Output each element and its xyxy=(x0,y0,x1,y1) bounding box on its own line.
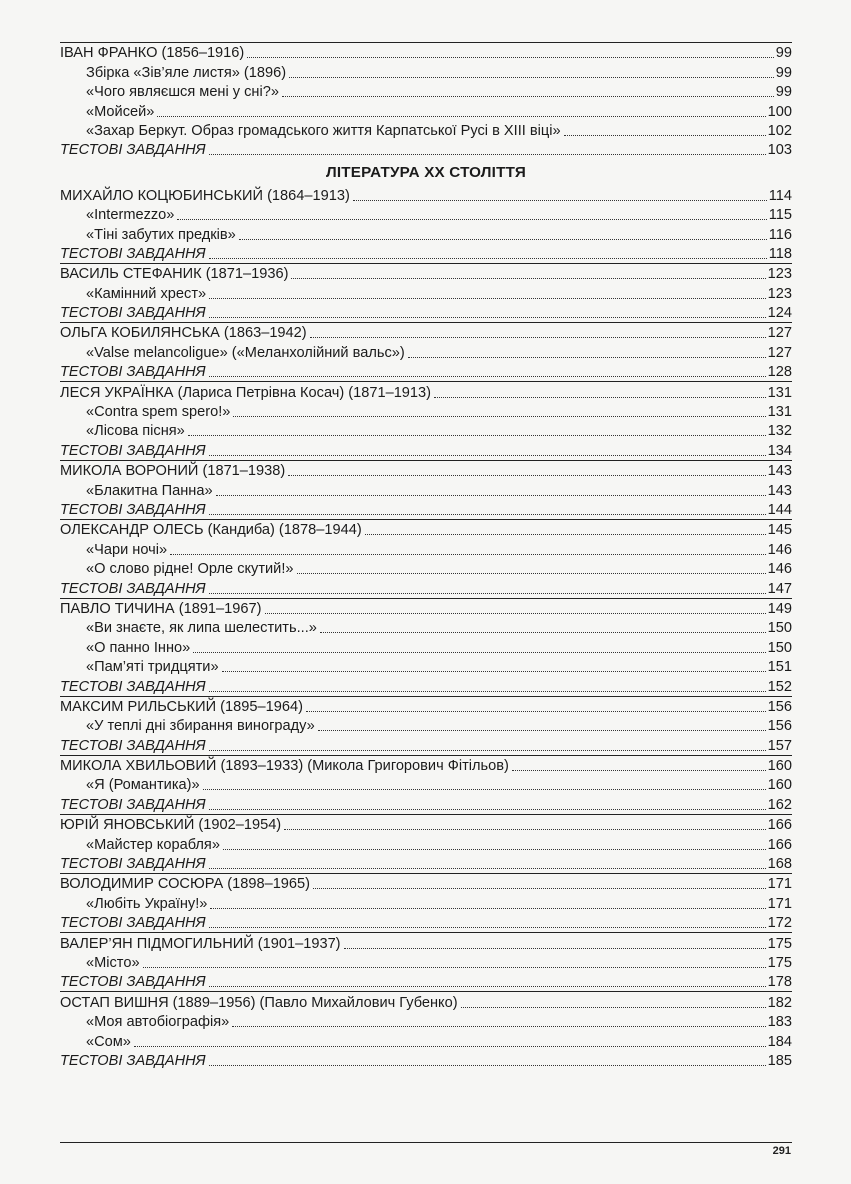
entry-title: ТЕСТОВІ ЗАВДАННЯ xyxy=(60,364,206,381)
toc-test-entry[interactable] xyxy=(60,500,792,519)
entry-title: «Чого являєшся мені у сні?» xyxy=(86,84,279,101)
toc-test-entry[interactable] xyxy=(60,913,792,932)
toc-work-entry[interactable] xyxy=(60,893,792,912)
entry-page-number: 157 xyxy=(767,737,792,754)
entry-page-number: 127 xyxy=(767,325,792,342)
toc-work-entry[interactable] xyxy=(60,834,792,853)
toc-author-entry[interactable] xyxy=(60,185,792,204)
dot-leader xyxy=(434,396,766,398)
toc-work-entry[interactable] xyxy=(60,1012,792,1031)
toc-work-entry[interactable] xyxy=(60,618,792,637)
toc-group-ivan-franko xyxy=(60,43,792,159)
dot-leader xyxy=(209,592,766,594)
dot-leader xyxy=(288,474,765,476)
toc-author-entry[interactable] xyxy=(60,323,792,342)
toc-author-entry[interactable] xyxy=(60,43,792,62)
entry-title: ТЕСТОВІ ЗАВДАННЯ xyxy=(60,737,206,754)
dot-leader xyxy=(143,966,766,968)
entry-page-number: 144 xyxy=(767,501,792,518)
toc-work-entry[interactable] xyxy=(60,480,792,499)
entry-title: ВАЛЕР’ЯН ПІДМОГИЛЬНИЙ (1901–1937) xyxy=(60,935,341,952)
dot-leader xyxy=(353,199,767,201)
dot-leader xyxy=(461,1006,766,1008)
entry-page-number: 115 xyxy=(768,207,792,224)
dot-leader xyxy=(157,115,765,117)
entry-title: «Мойсей» xyxy=(86,103,155,120)
dot-leader xyxy=(282,95,774,97)
dot-leader xyxy=(223,848,766,850)
toc-test-entry[interactable] xyxy=(60,303,792,322)
toc-author-group xyxy=(60,991,792,1070)
toc-test-entry[interactable] xyxy=(60,244,792,263)
dot-leader xyxy=(134,1045,766,1047)
toc-author-group xyxy=(60,932,792,991)
toc-work-entry[interactable] xyxy=(60,716,792,735)
entry-page-number: 124 xyxy=(767,305,792,322)
toc-test-entry[interactable] xyxy=(60,676,792,695)
toc-work-entry[interactable] xyxy=(60,1031,792,1050)
entry-title: «Intermezzo» xyxy=(86,207,175,224)
dot-leader xyxy=(222,670,766,672)
dot-leader xyxy=(291,277,765,279)
toc-author-group xyxy=(60,185,792,263)
entry-page-number: 99 xyxy=(775,84,792,101)
entry-title: «Моя автобіографія» xyxy=(86,1014,230,1031)
entry-page-number: 134 xyxy=(767,442,792,459)
toc-author-entry[interactable] xyxy=(60,264,792,283)
entry-title: «Contra spem spero!» xyxy=(86,404,231,421)
entry-title: ОСТАП ВИШНЯ (1889–1956) (Павло Михайлович Губенко) xyxy=(60,994,458,1011)
entry-page-number: 166 xyxy=(767,817,792,834)
toc-author-entry[interactable] xyxy=(60,697,792,716)
dot-leader xyxy=(209,316,766,318)
dot-leader xyxy=(265,612,766,614)
entry-title: ТЕСТОВІ ЗАВДАННЯ xyxy=(60,245,206,262)
entry-page-number: 151 xyxy=(767,659,792,676)
dot-leader xyxy=(216,494,766,496)
entry-title: МАКСИМ РИЛЬСЬКИЙ (1895–1964) xyxy=(60,698,303,715)
entry-title: «Блакитна Панна» xyxy=(86,482,213,499)
dot-leader xyxy=(210,907,765,909)
toc-test-entry[interactable] xyxy=(60,362,792,381)
dot-leader xyxy=(177,218,766,220)
entry-title: «Тіні забутих предків» xyxy=(86,226,236,243)
entry-page-number: 127 xyxy=(767,344,792,361)
entry-title: МИКОЛА ВОРОНИЙ (1871–1938) xyxy=(60,463,286,480)
entry-page-number: 143 xyxy=(767,482,792,499)
toc-work-entry[interactable] xyxy=(60,953,792,972)
entry-title: «Чари ночі» xyxy=(86,541,168,558)
dot-leader xyxy=(318,729,766,731)
dot-leader xyxy=(313,887,766,889)
dot-leader xyxy=(203,788,766,790)
entry-page-number: 160 xyxy=(767,777,792,794)
entry-title: ТЕСТОВІ ЗАВДАННЯ xyxy=(60,974,206,991)
dot-leader xyxy=(344,947,766,949)
dot-leader xyxy=(209,257,767,259)
entry-page-number: 185 xyxy=(767,1052,792,1069)
dot-leader xyxy=(209,375,766,377)
toc-author-groups xyxy=(60,185,792,1070)
dot-leader xyxy=(209,926,766,928)
dot-leader xyxy=(320,631,766,633)
entry-page-number: 131 xyxy=(767,404,792,421)
entry-title: ОЛЬГА КОБИЛЯНСЬКА (1863–1942) xyxy=(60,325,307,342)
entry-page-number: 156 xyxy=(767,718,792,735)
entry-title: «Пам’яті тридцяти» xyxy=(86,659,219,676)
entry-title: ВОЛОДИМИР СОСЮРА (1898–1965) xyxy=(60,876,311,893)
dot-leader xyxy=(209,690,766,692)
entry-page-number: 99 xyxy=(775,45,792,62)
toc-author-group xyxy=(60,460,792,519)
entry-page-number: 99 xyxy=(775,64,792,81)
dot-leader xyxy=(289,76,774,78)
toc-work-entry[interactable] xyxy=(60,205,792,224)
entry-page-number: 172 xyxy=(767,915,792,932)
dot-leader xyxy=(209,1064,766,1066)
toc-author-entry[interactable] xyxy=(60,520,792,539)
toc-author-group xyxy=(60,598,792,696)
entry-title: «Місто» xyxy=(86,954,140,971)
dot-leader xyxy=(247,56,773,58)
dot-leader xyxy=(209,297,766,299)
entry-page-number: 171 xyxy=(767,876,792,893)
toc-work-entry[interactable] xyxy=(60,283,792,302)
toc-author-group xyxy=(60,873,792,932)
entry-title: МИКОЛА ХВИЛЬОВИЙ (1893–1933) (Микола Григорович Фітільов) xyxy=(60,758,509,775)
dot-leader xyxy=(209,513,766,515)
dot-leader xyxy=(209,153,766,155)
toc-work-entry[interactable] xyxy=(60,559,792,578)
toc-work-entry[interactable] xyxy=(60,637,792,656)
entry-title: ТЕСТОВІ ЗАВДАННЯ xyxy=(60,1052,206,1069)
entry-page-number: 131 xyxy=(767,384,792,401)
toc-author-group xyxy=(60,519,792,598)
toc-test-entry[interactable] xyxy=(60,140,792,159)
toc-work-entry[interactable] xyxy=(60,775,792,794)
entry-title: ТЕСТОВІ ЗАВДАННЯ xyxy=(60,856,206,873)
entry-page-number: 123 xyxy=(767,285,792,302)
dot-leader xyxy=(512,769,766,771)
toc-work-entry[interactable] xyxy=(60,101,792,120)
entry-page-number: 123 xyxy=(767,266,792,283)
dot-leader xyxy=(232,1025,765,1027)
dot-leader xyxy=(564,134,766,136)
entry-page-number: 166 xyxy=(767,836,792,853)
toc-test-entry[interactable] xyxy=(60,972,792,991)
toc-author-group xyxy=(60,381,792,460)
dot-leader xyxy=(408,356,766,358)
entry-title: ОЛЕКСАНДР ОЛЕСЬ (Кандиба) (1878–1944) xyxy=(60,522,362,539)
entry-title: ВАСИЛЬ СТЕФАНИК (1871–1936) xyxy=(60,266,289,283)
entry-title: «Захар Беркут. Образ громадського життя Карпатської Русі в XIII віці» xyxy=(86,122,561,139)
entry-page-number: 100 xyxy=(767,103,792,120)
toc-author-group xyxy=(60,755,792,814)
entry-page-number: 103 xyxy=(767,142,792,159)
entry-page-number: 175 xyxy=(767,954,792,971)
toc-test-entry[interactable] xyxy=(60,1051,792,1070)
entry-title: «Майстер корабля» xyxy=(86,836,220,853)
toc-test-entry[interactable] xyxy=(60,735,792,754)
entry-title: «Камінний хрест» xyxy=(86,285,207,302)
entry-page-number: 156 xyxy=(767,698,792,715)
section-heading: ЛІТЕРАТУРА XX СТОЛІТТЯ xyxy=(326,164,526,182)
toc-author-group xyxy=(60,696,792,755)
dot-leader xyxy=(209,985,766,987)
toc-test-entry[interactable] xyxy=(60,854,792,873)
entry-page-number: 160 xyxy=(767,758,792,775)
entry-title: «Ви знаєте, як липа шелестить...» xyxy=(86,620,317,637)
toc-work-entry[interactable] xyxy=(60,342,792,361)
entry-page-number: 146 xyxy=(767,561,792,578)
dot-leader xyxy=(233,415,765,417)
entry-page-number: 162 xyxy=(767,796,792,813)
dot-leader xyxy=(365,533,766,535)
entry-page-number: 145 xyxy=(767,522,792,539)
toc-author-group xyxy=(60,814,792,873)
toc-author-entry[interactable] xyxy=(60,599,792,618)
toc-work-entry[interactable] xyxy=(60,62,792,81)
entry-page-number: 168 xyxy=(767,856,792,873)
toc-author-entry[interactable] xyxy=(60,933,792,952)
table-of-contents xyxy=(60,42,792,1070)
entry-page-number: 150 xyxy=(767,639,792,656)
entry-title: ТЕСТОВІ ЗАВДАННЯ xyxy=(60,796,206,813)
entry-title: «У теплі дні збирання винограду» xyxy=(86,718,315,735)
toc-work-entry[interactable] xyxy=(60,421,792,440)
entry-title: «Я (Романтика)» xyxy=(86,777,200,794)
entry-page-number: 182 xyxy=(767,994,792,1011)
entry-page-number: 149 xyxy=(767,600,792,617)
toc-work-entry[interactable] xyxy=(60,539,792,558)
entry-page-number: 128 xyxy=(767,364,792,381)
entry-page-number: 132 xyxy=(767,423,792,440)
dot-leader xyxy=(209,749,766,751)
entry-page-number: 116 xyxy=(768,226,792,243)
entry-title: «Лісова пісня» xyxy=(86,423,185,440)
bottom-rule xyxy=(60,1142,792,1143)
entry-page-number: 147 xyxy=(767,580,792,597)
entry-title: «О слово рідне! Орле скутий!» xyxy=(86,561,294,578)
entry-page-number: 183 xyxy=(767,1014,792,1031)
toc-author-entry[interactable] xyxy=(60,815,792,834)
toc-author-entry[interactable] xyxy=(60,992,792,1011)
dot-leader xyxy=(310,336,766,338)
entry-title: Збірка «Зів’яле листя» (1896) xyxy=(86,64,287,81)
dot-leader xyxy=(239,238,767,240)
page-number: 291 xyxy=(772,1145,791,1157)
entry-title: «Сом» xyxy=(86,1033,131,1050)
toc-work-entry[interactable] xyxy=(60,657,792,676)
entry-page-number: 102 xyxy=(767,122,792,139)
entry-title: «О панно Інно» xyxy=(86,639,191,656)
entry-title: ТЕСТОВІ ЗАВДАННЯ xyxy=(60,501,206,518)
entry-title: ТЕСТОВІ ЗАВДАННЯ xyxy=(60,442,206,459)
toc-work-entry[interactable] xyxy=(60,121,792,140)
entry-title: «Valse melancoligue» («Меланхолійний вальс») xyxy=(86,344,405,361)
toc-author-group xyxy=(60,263,792,322)
toc-author-entry[interactable] xyxy=(60,461,792,480)
toc-work-entry[interactable] xyxy=(60,402,792,421)
entry-page-number: 118 xyxy=(768,245,792,262)
toc-author-entry[interactable] xyxy=(60,382,792,401)
entry-title: ТЕСТОВІ ЗАВДАННЯ xyxy=(60,678,206,695)
dot-leader xyxy=(170,553,766,555)
entry-title: ТЕСТОВІ ЗАВДАННЯ xyxy=(60,142,206,159)
dot-leader xyxy=(284,828,765,830)
dot-leader xyxy=(188,434,766,436)
dot-leader xyxy=(209,808,766,810)
entry-page-number: 150 xyxy=(767,620,792,637)
toc-work-entry[interactable] xyxy=(60,82,792,101)
entry-title: ПАВЛО ТИЧИНА (1891–1967) xyxy=(60,600,262,617)
toc-author-entry[interactable] xyxy=(60,756,792,775)
entry-title: «Любіть Україну!» xyxy=(86,895,208,912)
entry-title: ЮРІЙ ЯНОВСЬКИЙ (1902–1954) xyxy=(60,817,282,834)
toc-work-entry[interactable] xyxy=(60,224,792,243)
toc-test-entry[interactable] xyxy=(60,578,792,597)
entry-page-number: 171 xyxy=(767,895,792,912)
dot-leader xyxy=(209,867,766,869)
entry-page-number: 143 xyxy=(767,463,792,480)
dot-leader xyxy=(209,454,766,456)
entry-page-number: 146 xyxy=(767,541,792,558)
entry-title: ЛЕСЯ УКРАЇНКА (Лариса Петрівна Косач) (1871–1913) xyxy=(60,384,432,401)
toc-test-entry[interactable] xyxy=(60,440,792,459)
dot-leader xyxy=(297,572,766,574)
entry-page-number: 184 xyxy=(767,1033,792,1050)
entry-title: ТЕСТОВІ ЗАВДАННЯ xyxy=(60,580,206,597)
entry-page-number: 114 xyxy=(768,187,792,204)
toc-test-entry[interactable] xyxy=(60,794,792,813)
entry-page-number: 175 xyxy=(767,935,792,952)
entry-page-number: 152 xyxy=(767,678,792,695)
entry-title: МИХАЙЛО КОЦЮБИНСЬКИЙ (1864–1913) xyxy=(60,187,350,204)
entry-page-number: 178 xyxy=(767,974,792,991)
entry-title: ТЕСТОВІ ЗАВДАННЯ xyxy=(60,305,206,322)
toc-author-entry[interactable] xyxy=(60,874,792,893)
entry-title: ІВАН ФРАНКО (1856–1916) xyxy=(60,45,245,62)
dot-leader xyxy=(193,651,765,653)
dot-leader xyxy=(306,710,766,712)
entry-title: ТЕСТОВІ ЗАВДАННЯ xyxy=(60,915,206,932)
toc-author-group xyxy=(60,322,792,381)
